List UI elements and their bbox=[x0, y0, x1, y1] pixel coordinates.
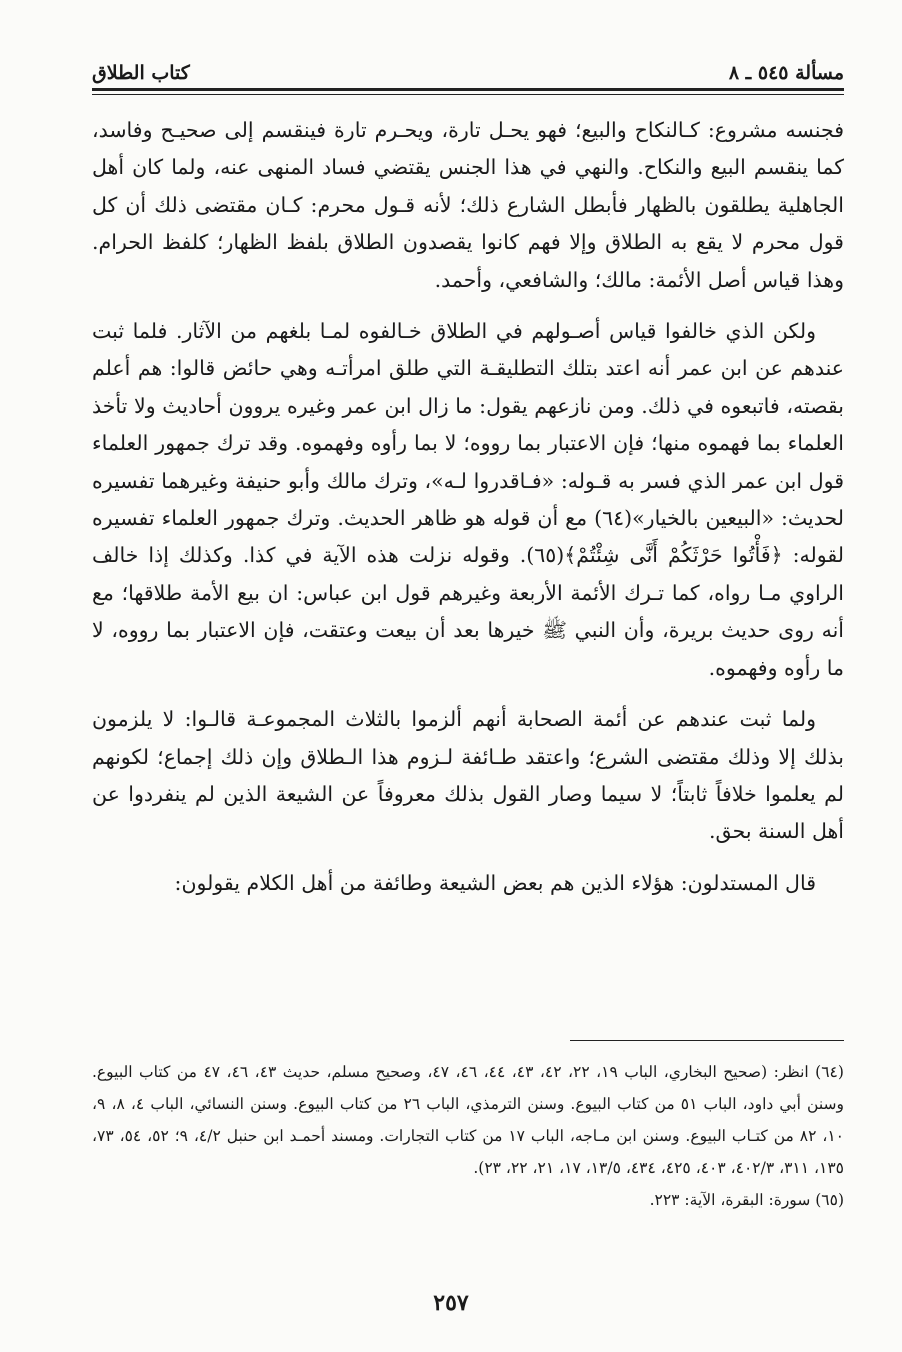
footnote-64: (٦٤) انظر: (صحيح البخاري، الباب ١٩، ٢٢، ٤٢، ٤٣، ٤٤، ٤٦، ٤٧، وصحيح مسلم، حديث ٤٣، ٤٦، ٤٧ من كتاب البيوع. وسنن أبي داود، الباب ٥١ من كتاب البيوع. وسنن الترمذي، الباب ٢٦ من كتاب البيوع. وسنن النسائي، الباب ٤، ٨، ٩، ١٠، ٨٢ من كتـاب البيوع. وسنن ابن مـاجه، الباب ١٧ من كتاب التجارات. ومسند أحمـد ابن حنبل ٤/٢، ٩؛ ٥٢، ٥٤، ٧٣، ١٣٥، ٣١١، ٤٠٢/٣، ٤٠٣، ٤٢٥، ٤٣٤، ١٣/٥، ١٧، ٢١، ٢٢، ٢٣). bbox=[92, 1063, 844, 1177]
header-rule-thin bbox=[92, 94, 844, 95]
footnote-rule bbox=[570, 1040, 844, 1041]
header-rule-thick bbox=[92, 88, 844, 91]
running-header bbox=[92, 44, 844, 84]
footnote-65: (٦٥) سورة: البقرة، الآية: ٢٢٣. bbox=[649, 1191, 844, 1209]
paragraph-3: ولما ثبت عندهم عن أئمة الصحابة أنهم ألزموا بالثلاث المجموعـة قالـوا: لا يلزمون بذلك إلا وذلك مقتضى الشرع؛ واعتقد طـائفة لـزوم هذا الـطلاق وإن ذلك إجماع؛ لكونهم لم يعلموا خلافاً ثابتاً؛ لا سيما وصار القول بذلك معروفاً عن الشيعة الذين لم ينفردوا عن أهل السنة بحق. bbox=[92, 707, 844, 844]
issue-label: مسألة ٥٤٥ ـ ٨ bbox=[728, 62, 844, 84]
paragraph-2: ولكن الذي خالفوا قياس أصـولهم في الطلاق خـالفوه لمـا بلغهم من الآثار. فلما ثبت عندهم عن ابن عمر أنه اعتد بتلك التطليقـة التي طلق امرأتـه وهي حائض قالوا: هم أعلم بقصته، فاتبعوه في ذلك. ومن نازعهم يقول: ما زال ابن عمر وغيره يروون أحاديث ولا تأخذ العلماء بما فهموه منها؛ فإن الاعتبار بما رووه؛ لا بما رأوه وفهموه. وقد ترك جمهور العلماء قول ابن عمر الذي فسر به قـوله: «فـاقدروا لـه»، وترك مالك وأبو حنيفة وغيرهما تفسيره لحديث: «البيعين بالخيار»(٦٤) مع أن قوله هو ظاهر الحديث. وترك جمهور العلماء تفسيره لقوله: ﴿فَأْتُوا حَرْثَكُمْ أَنَّى شِئْتُمْ﴾(٦٥). وقوله نزلت هذه الآية في كذا. وكذلك إذا خالف الراوي مـا رواه، كما تـرك الأئمة الأربعة وغيرهم قول ابن عباس: ان بيع الأمة طلاقها؛ مع أنه روى حديث بريرة، وأن النبي ﷺ خيرها بعد أن بيعت وعتقت، فإن الاعتبار بما رووه، لا ما رأوه وفهموه. bbox=[92, 319, 844, 680]
book-title: كتاب الطلاق bbox=[92, 62, 190, 84]
paragraph-1: فجنسه مشروع: كـالنكاح والبيع؛ فهو يحـل تارة، ويحـرم تارة فينقسم إلى صحيـح وفاسد، كما ينقسم البيع والنكاح. والنهي في هذا الجنس يقتضي فساد المنهى عنه، ولما كان أهل الجاهلية يطلقون بالظهار فأبطل الشارع ذلك؛ لأنه قـول محرم: كـان مقتضى ذلك أن كل قول محرم لا يقع به الطلاق وإلا فهم كانوا يقصدون الطلاق بلفظ الظهار؛ كلفظ الحرام. وهذا قياس أصل الأئمة: مالك؛ والشافعي، وأحمد. bbox=[92, 118, 844, 292]
page-number: ٢٥٧ bbox=[433, 1290, 469, 1316]
main-text bbox=[92, 112, 844, 916]
paragraph-4: قال المستدلون: هؤلاء الذين هم بعض الشيعة وطائفة من أهل الكلام يقولون: bbox=[174, 870, 816, 895]
footnotes bbox=[92, 1056, 844, 1216]
